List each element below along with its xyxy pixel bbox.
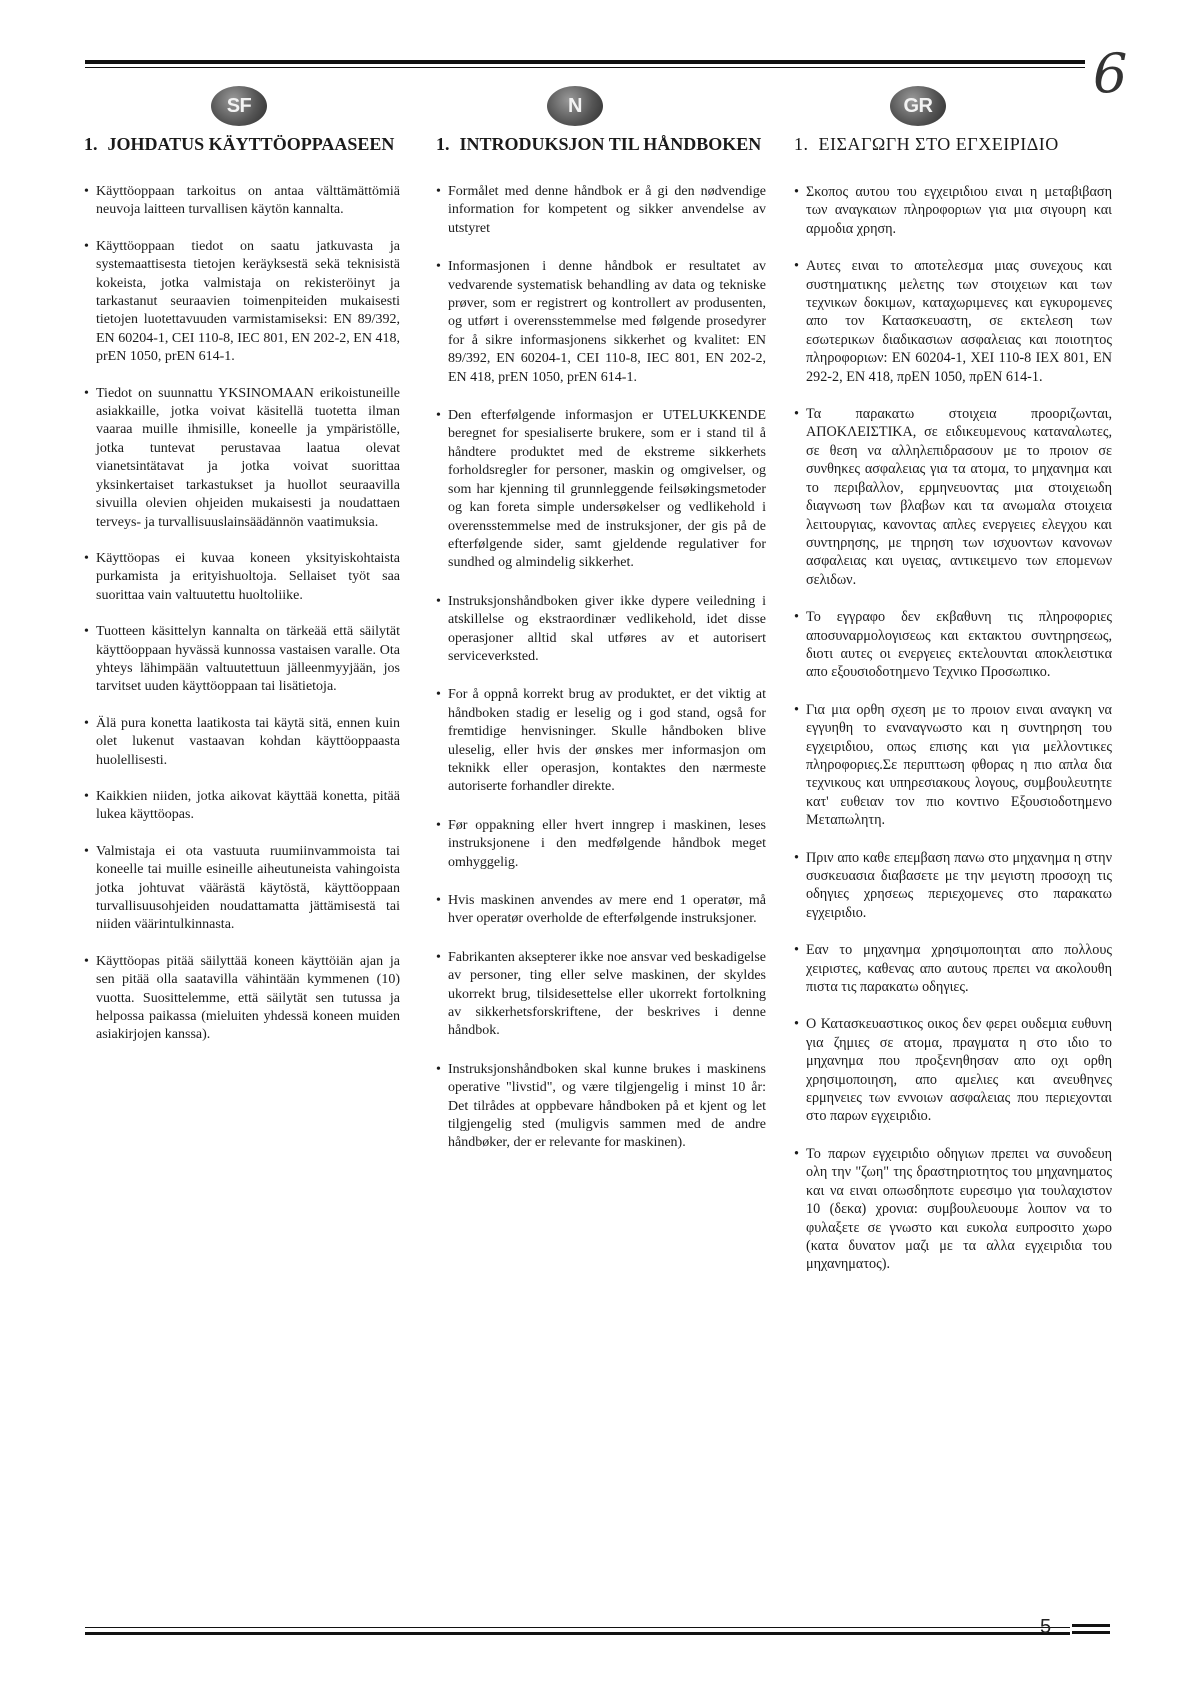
list-item: • Valmistaja ei ota vastuuta ruumiinvammoista tai koneelle tai muille esineille aiheutuneista vahingoista jotka johtuvat väärästä käytöstä, käyttöoppaan turvallisuusohjeiden noudattamatta jättämisestä tai niiden väärintulkinnasta. [84, 843, 400, 935]
list-item: • Πριν απο καθε επεμβαση πανω στο μηχανημα η στην συσκευασια διαβασετε με την μεγιστη προσοχη τις οδηγιες χρησεως περιεχομενες στο παρακατω εγχειριδιο. [794, 849, 1112, 923]
top-rule-thin [85, 67, 1085, 68]
section-heading-norwegian [436, 133, 766, 155]
list-item: • Käyttöopas ei kuvaa koneen yksityiskohtaista purkamista ja erityishuoltoja. Sellaiset työt saa suorittaa vain valtuutettu huoltoliike. [84, 550, 400, 605]
list-item: • Instruksjonshåndboken giver ikke dypere veiledning i atskillelse og ekstraordinær vedlikehold, idet disse operasjoner alltid skal utføres av et autorisert serviceverksted. [436, 593, 766, 667]
list-item: • Τα παρακατω στοιχεια προοριζωνται, ΑΠΟΚΛΕΙΣΤΙΚΑ, σε ειδικευμενους καταναλωτες, σε θεση να αλληλεπιδρασουν με το προιον σε συνθηκες ασφαλειας για τα ατομα, το μηχανημα και το περιβαλλον, ερμηνευοντας μια στοιχειωδη διαγνωση των βλαβων και τα ανωμαλα στοιχεια λειτουργιας, κανοντας απλες ενεργειες ελεγχου και συντηρησης, με τηρηση των ισχυοντων κανονων ασφαλειας και υγειας, αντικειμενο των επομενων σελιδων. [794, 405, 1112, 589]
list-item: • Informasjonen i denne håndbok er resultatet av vedvarende systematisk behandling av data og tekniske prøver, som er registrert og kontrollert av produsenten, og utført i overensstemmelse med følgende prosedyrer for å sikre informasjonens sikkerhet og kvalitet: EN 89/392, EN 60204-1, CEI 110-8, IEC 801, EN 202-2, EN 418, prEN 1050, prEN 614-1. [436, 258, 766, 387]
list-item: • Før oppakning eller hvert inngrep i maskinen, leses instruksjonene i den medfølgende håndbok meget omhyggelig. [436, 817, 766, 872]
bottom-rule-thin [85, 1627, 1070, 1628]
list-item: • Käyttöoppaan tarkoitus on antaa välttämättömiä neuvoja laitteen turvallisen käytön kannalta. [84, 183, 400, 220]
bottom-rule [85, 1632, 1070, 1635]
list-item: • Instruksjonshåndboken skal kunne brukes i maskinens operative "livstid", og være tilgjengelig i minst 10 år: Det tilrådes at oppbevare håndboken på et kjent og let tilgjengelig sted (muligvis sammen med de andre håndbøker, der er relevante for maskinen). [436, 1061, 766, 1153]
list-item: • Ο Κατασκευαστικος οικος δεν φερει ουδεμια ευθυνη για ζημιες σε ατομα, πραγματα η στο ιδιο το μηχανημα που προξενηθησαν απο οχι ορθη χρησιμοποιηση, απο αμελιες και ανευθηνες ερμηνειες των εννοιων ασφαλειας που περιεχονται στο παρων εγχειριδιο. [794, 1015, 1112, 1125]
language-badge-n: N [547, 86, 603, 126]
section-heading-finnish [84, 133, 400, 155]
corner-handwritten-mark: 6 [1093, 42, 1128, 105]
column-finnish [84, 133, 400, 1063]
column-greek [794, 133, 1112, 1293]
list-item: • Tiedot on suunnattu YKSINOMAAN erikoistuneille asiakkaille, jotka voivat käsitellä tuotetta ilman vaaraa muille ihmisille, koneelle ja ympäristölle, jotka tuntevat perustavaa laatua olevat vianetsintätavat ja jotka voivat suorittaa yksinkertaiset tarkastukset ja huollot seuraavilla sivuilla olevien ohjeiden mukaisesti ja noudattaen terveys- ja turvallisuuslainsäädännön vaatimuksia. [84, 385, 400, 532]
page-number-marks [1072, 1624, 1110, 1638]
heading-title: ΕΙΣΑΓΩΓΗ ΣΤΟ ΕΓΧΕΙΡΙΔΙΟ [818, 134, 1059, 154]
heading-number: 1. [794, 134, 809, 154]
list-item: • Fabrikanten aksepterer ikke noe ansvar ved beskadigelse av personer, ting eller selve maskinen, der skyldes ukorrekt brug, tilsidesettelse eller ukorrekt fortolkning av sikkerhetsforskriftene, der beskrives i denne håndbok. [436, 949, 766, 1041]
heading-title: JOHDATUS KÄYTTÖOPPAASEEN [107, 134, 395, 154]
list-item: • Για μια ορθη σχεση με το προιον ειναι αναγκη να εγγυηθη το εναναγνωστο και η συντηρηση του εγχειριδιου, οπως επισης και για μελλοντικες πληροφοριες.Σε περιπτωση φθορας η πιο απλα δια τεχνικους και υπηρεσιακους λογους, συμβουλευτητε κατ' ευθειαν τον πιο κοντινο Εξουσιοδοτημενο Μεταπωλητη. [794, 701, 1112, 830]
list-item: • Αυτες ειναι το αποτελεσμα μιας συνεχους και συστηματικης μελετης των στοιχειων και των τεχνικων δοκιμων, καταχωριμενες και εγκυρομενες απο τον Κατασκευαστη, σε εκτελεση των εσωτερικων διαδικασιων ασφαλειας και ποιοτητος πληροφοριων: EN 60204-1, ΧΕΙ 110-8 ΙΕΧ 801, EN 292-2, EN 418, πρEN 1050, πρEN 614-1. [794, 257, 1112, 386]
bullet-list-finnish [84, 183, 400, 1045]
list-item: • Εαν το μηχανημα χρησιμοποιηται απο πολλους χειριστες, καθενας απο αυτους πρεπει να ακολουθη πιστα τις παρακατω οδηγιες. [794, 941, 1112, 996]
section-heading-greek [794, 133, 1112, 155]
language-badge-gr: GR [890, 86, 946, 126]
heading-title: INTRODUKSJON TIL HÅNDBOKEN [459, 134, 762, 154]
list-item: • Älä pura konetta laatikosta tai käytä sitä, ennen kuin olet lukenut vastaavan kohdan käyttöoppaasta huolellisesti. [84, 715, 400, 770]
heading-number: 1. [84, 134, 98, 154]
list-item: • Το παρων εγχειριδιο οδηγιων πρεπει να συνοδευη ολη την "ζωη" της δραστηριοτητος του μηχανηματος και να ειναι οπωσδηποτε ευρεσιμο για τουλαχιστον 10 (δεκα) χρονια: συμβουλευουμε λοιπον να το φυλαξετε σε γνωστο και ευκολα ευπροσιτο χωρο (κατα δυνατον μαζι με τα αλλα εγχειριδια του μηχανηματος). [794, 1145, 1112, 1274]
list-item: • Käyttöoppaan tiedot on saatu jatkuvasta ja systemaattisesta tietojen keräyksestä sekä teknisistä kokeista, jotka valmistaja on rekisteröinyt ja tarkastanut seuraavien toimenpiteiden mukaisesti tietojen luotettavuuden varmistamiseksi: EN 89/392, EN 60204-1, CEI 110-8, IEC 801, EN 202-2, EN 418, prEN 1050, prEN 614-1. [84, 238, 400, 367]
list-item: • Σκοπος αυτου του εγχειριδιου ειναι η μεταβιβαση των αναγκαιων πληροφοριων για μια σιγουρη και αρμοδια χρηση. [794, 183, 1112, 238]
list-item: • Kaikkien niiden, jotka aikovat käyttää konetta, pitää lukea käyttöopas. [84, 788, 400, 825]
bullet-list-greek [794, 183, 1112, 1274]
list-item: • Den efterfølgende informasjon er UTELUKKENDE beregnet for spesialiserte brukere, som er i stand til å håndtere produktet med de ekstreme sikkerhets forholdsregler for personer, maskin og omgivelser, og som har kjenning til grunnleggende feilsøkingsmetoder og kan foreta simple undersøkelser og vedlikehold i overensstemmelse med de instruksjoner, der gis på de efterfølgende sider, samt gjeldende regulativer for sundhed og almindelig sikkerhet. [436, 407, 766, 573]
language-badge-sf: SF [211, 86, 267, 126]
list-item: • Το εγγραφο δεν εκβαθυνη τις πληροφοριες αποσυναρμολογισεως και εκτακτου συντηρησεως, διοτι αυτες οι ενεργειες εκτελουνται αποκλειστικα απο εξουσιοδοτημενο Τεχνικο Προσωπικο. [794, 608, 1112, 682]
top-rule [85, 60, 1085, 64]
list-item: • Käyttöopas pitää säilyttää koneen käyttöiän ajan ja sen pitää olla saatavilla vähintään kymmenen (10) vuotta. Suosittelemme, että säilytät sen tutussa ja helpossa paikassa (mieluiten yhdessä koneen muiden asiakirjojen kanssa). [84, 953, 400, 1045]
list-item: • For å oppnå korrekt brug av produktet, er det viktig at håndboken stadig er leselig og i god stand, også for fremtidige henvisninger. Skulle håndboken blive uleselig, eller hvis der ønskes mer informasjon om teknikk eller operasjon, kontaktes den nærmeste autoriserte forhandler direkte. [436, 686, 766, 796]
list-item: • Hvis maskinen anvendes av mere end 1 operatør, må hver operatør overholde de efterfølgende instruksjoner. [436, 892, 766, 929]
heading-number: 1. [436, 134, 450, 154]
list-item: • Tuotteen käsittelyn kannalta on tärkeää että säilytät käyttöoppaan hyvässä kunnossa vastaisen varalle. Ota yhteys lähimpään valtuutettuun jälleenmyyjään, jos tarvitset uuden käyttöoppaan tai lisätietoja. [84, 623, 400, 697]
column-norwegian [436, 133, 766, 1173]
page-number: 5 [1040, 1616, 1052, 1638]
bullet-list-norwegian [436, 183, 766, 1153]
list-item: • Formålet med denne håndbok er å gi den nødvendige information for kompetent og sikker anvendelse av utstyret [436, 183, 766, 238]
